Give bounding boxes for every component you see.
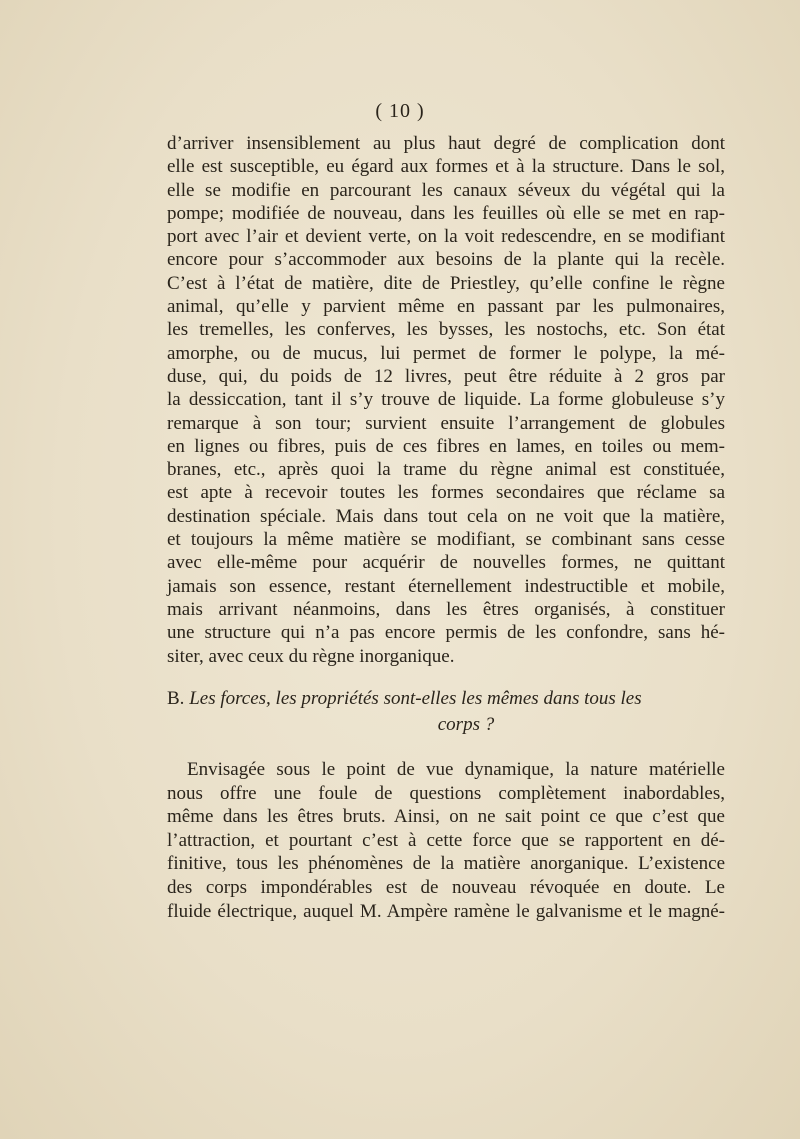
text-line: Envisagée sous le point de vue dynamique, la nature matérielle — [187, 759, 725, 780]
text-line: est apte à recevoir toutes les formes secondaires que réclame sa — [167, 482, 725, 504]
text-line: des corps impondérables est de nouveau révoquée en doute. Le — [167, 876, 725, 898]
text-line: avec elle-même pour acquérir de nouvelles formes, ne quittant — [167, 552, 725, 574]
text-line: la dessiccation, tant il s’y trouve de liquide. La forme globuleuse s’y — [167, 389, 725, 411]
text-line: en lignes ou fibres, puis de ces fibres en lames, en toiles ou mem- — [167, 435, 725, 457]
text-line: siter, avec ceux du règne inorganique. — [167, 645, 455, 667]
text-line: fluide électrique, auquel M. Ampère ramène le galvanisme et le magné- — [167, 900, 725, 922]
page-number: ( 10 ) — [375, 100, 425, 122]
text-line: même dans les êtres bruts. Ainsi, on ne sait point ce que c’est que — [167, 806, 725, 828]
text-line: pompe; modifiée de nouveau, dans les feuilles où elle se met en rap- — [167, 202, 725, 224]
text-line: d’arriver insensiblement au plus haut degré de complication dont — [167, 133, 725, 154]
text-line: les tremelles, les conferves, les bysses, les nostochs, etc. Son état — [167, 319, 725, 341]
section-label: B. — [167, 688, 185, 709]
paragraph-2 — [167, 758, 725, 923]
text-line: remarque à son tour; survient ensuite l’arrangement de globules — [167, 412, 725, 434]
text-line: duse, qui, du poids de 12 livres, peut être réduite à 2 gros par — [167, 365, 725, 387]
text-line: l’attraction, et pourtant c’est à cette force que se rapportent en dé- — [167, 829, 725, 851]
text-line: elle est susceptible, eu égard aux formes et à la structure. Dans le sol, — [167, 156, 725, 178]
section-heading — [167, 686, 725, 738]
text-line: animal, qu’elle y parvient même en passant par les pulmonaires, — [167, 296, 725, 318]
text-line: encore pour s’accommoder aux besoins de la plante qui la recèle. — [167, 249, 725, 271]
paragraph-1 — [167, 132, 725, 668]
text-line: nous offre une foule de questions complètement inabordables, — [167, 782, 725, 804]
text-line: mais arrivant néanmoins, dans les êtres organisés, à constituer — [167, 598, 725, 620]
text-line: amorphe, ou de mucus, lui permet de former le polype, la mé- — [167, 342, 725, 364]
text-line: branes, etc., après quoi la trame du règne animal est constituée, — [167, 459, 725, 481]
text-line: port avec l’air et devient verte, on la voit redescendre, en se modifiant — [167, 226, 725, 248]
text-line: et toujours la même matière se modifiant, se combinant sans cesse — [167, 529, 725, 551]
section-title-line-2: corps ? — [437, 714, 495, 735]
text-line: une structure qui n’a pas encore permis de les confondre, sans hé- — [167, 622, 725, 644]
section-title-line-1: Les forces, les propriétés sont-elles les mêmes dans tous les — [189, 688, 642, 709]
text-line: C’est à l’état de matière, dite de Priestley, qu’elle confine le règne — [167, 272, 725, 294]
text-line: destination spéciale. Mais dans tout cela on ne voit que la matière, — [167, 505, 725, 527]
text-line: jamais son essence, restant éternellement indestructible et mobile, — [167, 575, 725, 597]
text-line: finitive, tous les phénomènes de la matière anorganique. L’existence — [167, 853, 725, 875]
text-line: elle se modifie en parcourant les canaux séveux du végétal qui la — [167, 179, 725, 201]
